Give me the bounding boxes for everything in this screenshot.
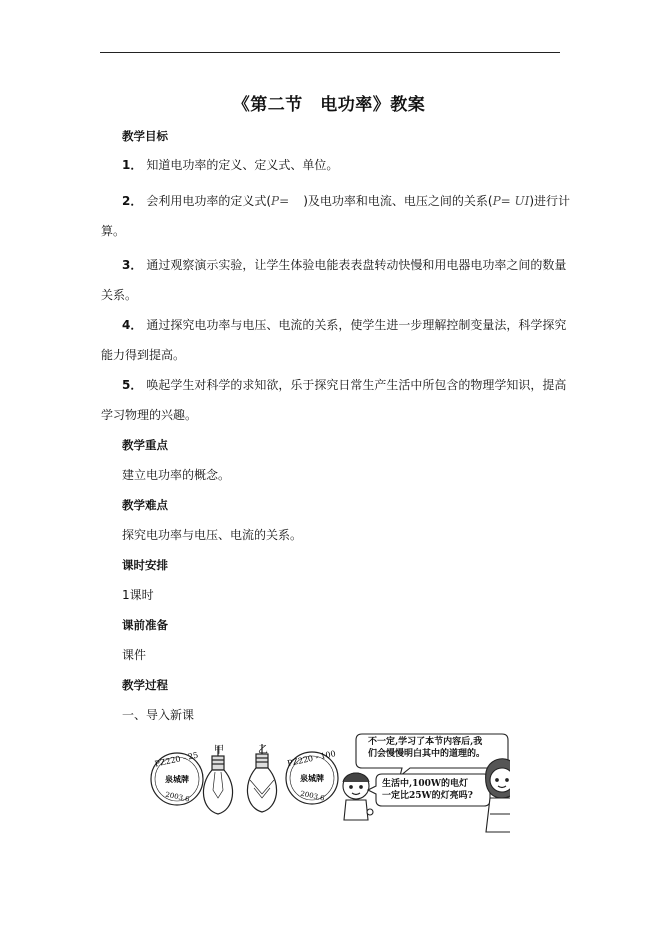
stamp-left-top: PZ220 - 25: [153, 750, 200, 769]
objective-1: [122, 158, 338, 172]
objective-3-number: 3．: [122, 258, 143, 272]
objective-5-number: 5．: [122, 378, 143, 392]
objective-3: [122, 258, 566, 272]
objective-2-text-c: )进行计: [529, 194, 571, 208]
objective-5: [122, 378, 566, 392]
objective-4: [122, 318, 566, 332]
stamp-left-bottom: 2003.6: [164, 790, 191, 804]
header-rule: [100, 52, 560, 53]
objective-4-number: 4．: [122, 318, 143, 332]
objective-1-text: 知道电功率的定义、定义式、单位。: [146, 158, 339, 172]
objective-3-continuation: 关系。: [101, 288, 138, 302]
boy-speech-line-2: 一定比25W的灯亮吗?: [382, 791, 473, 801]
objective-2-formula-relation: P= UI: [492, 194, 530, 208]
objective-2: [122, 194, 570, 208]
objective-2-number: 2．: [122, 194, 143, 208]
boy-icon: [343, 773, 373, 820]
process-heading: 教学过程: [122, 678, 168, 692]
objective-2-text-b: )及电功率和电流、电压之间的关系(: [303, 194, 493, 208]
key-points-heading: 教学重点: [122, 438, 168, 452]
girl-speech-line-1: 不一定,学习了本节内容后,我: [368, 737, 483, 747]
difficult-points-heading: 教学难点: [122, 498, 168, 512]
difficult-points-text: 探究电功率与电压、电流的关系。: [122, 528, 303, 542]
stamp-right-bottom: 2003.6: [299, 789, 326, 803]
document-title: 《第二节 电功率》教案: [232, 95, 426, 115]
key-points-text: 建立电功率的概念。: [122, 468, 231, 482]
bulb-jia-label: 甲: [214, 745, 224, 756]
schedule-heading: 课时安排: [122, 558, 168, 572]
boy-speech-text: [382, 778, 486, 802]
objective-4-continuation: 能力得到提高。: [101, 348, 186, 362]
stamp-right-top: PZ220 - 100: [286, 749, 337, 769]
preparation-text: 课件: [122, 648, 147, 662]
objective-5-text: 唤起学生对科学的求知欲，乐于探究日常生产生活中所包含的物理学知识，提高: [146, 378, 567, 392]
girl-speech-text: [368, 736, 502, 760]
stamp-right-mid: 泉城牌: [300, 774, 324, 783]
girl-speech-line-2: 们会慢慢明白其中的道理的。: [368, 749, 486, 759]
bulb-yi-label: 乙: [258, 745, 268, 756]
schedule-text: 1课时: [122, 588, 154, 602]
objective-5-continuation: 学习物理的兴趣。: [101, 408, 198, 422]
objective-2-continuation: 算。: [101, 224, 126, 238]
boy-speech-line-1: 生活中,100W的电灯: [382, 779, 469, 789]
bulb-jia-icon: [203, 746, 232, 814]
objective-2-text-a: 会利用电功率的定义式(: [146, 194, 272, 208]
objectives-heading: 教学目标: [122, 129, 168, 143]
process-step-1: 一、导入新课: [122, 708, 195, 722]
preparation-heading: 课前准备: [122, 618, 168, 632]
objective-2-formula-definition: P=: [271, 194, 290, 208]
stamp-left-mid: 泉城牌: [165, 775, 189, 784]
objective-1-number: 1．: [122, 158, 143, 172]
objective-4-text: 通过探究电功率与电压、电流的关系，使学生进一步理解控制变量法，科学探究: [146, 318, 567, 332]
objective-3-text: 通过观察演示实验，让学生体验电能表表盘转动快慢和用电器电功率之间的数量: [146, 258, 567, 272]
